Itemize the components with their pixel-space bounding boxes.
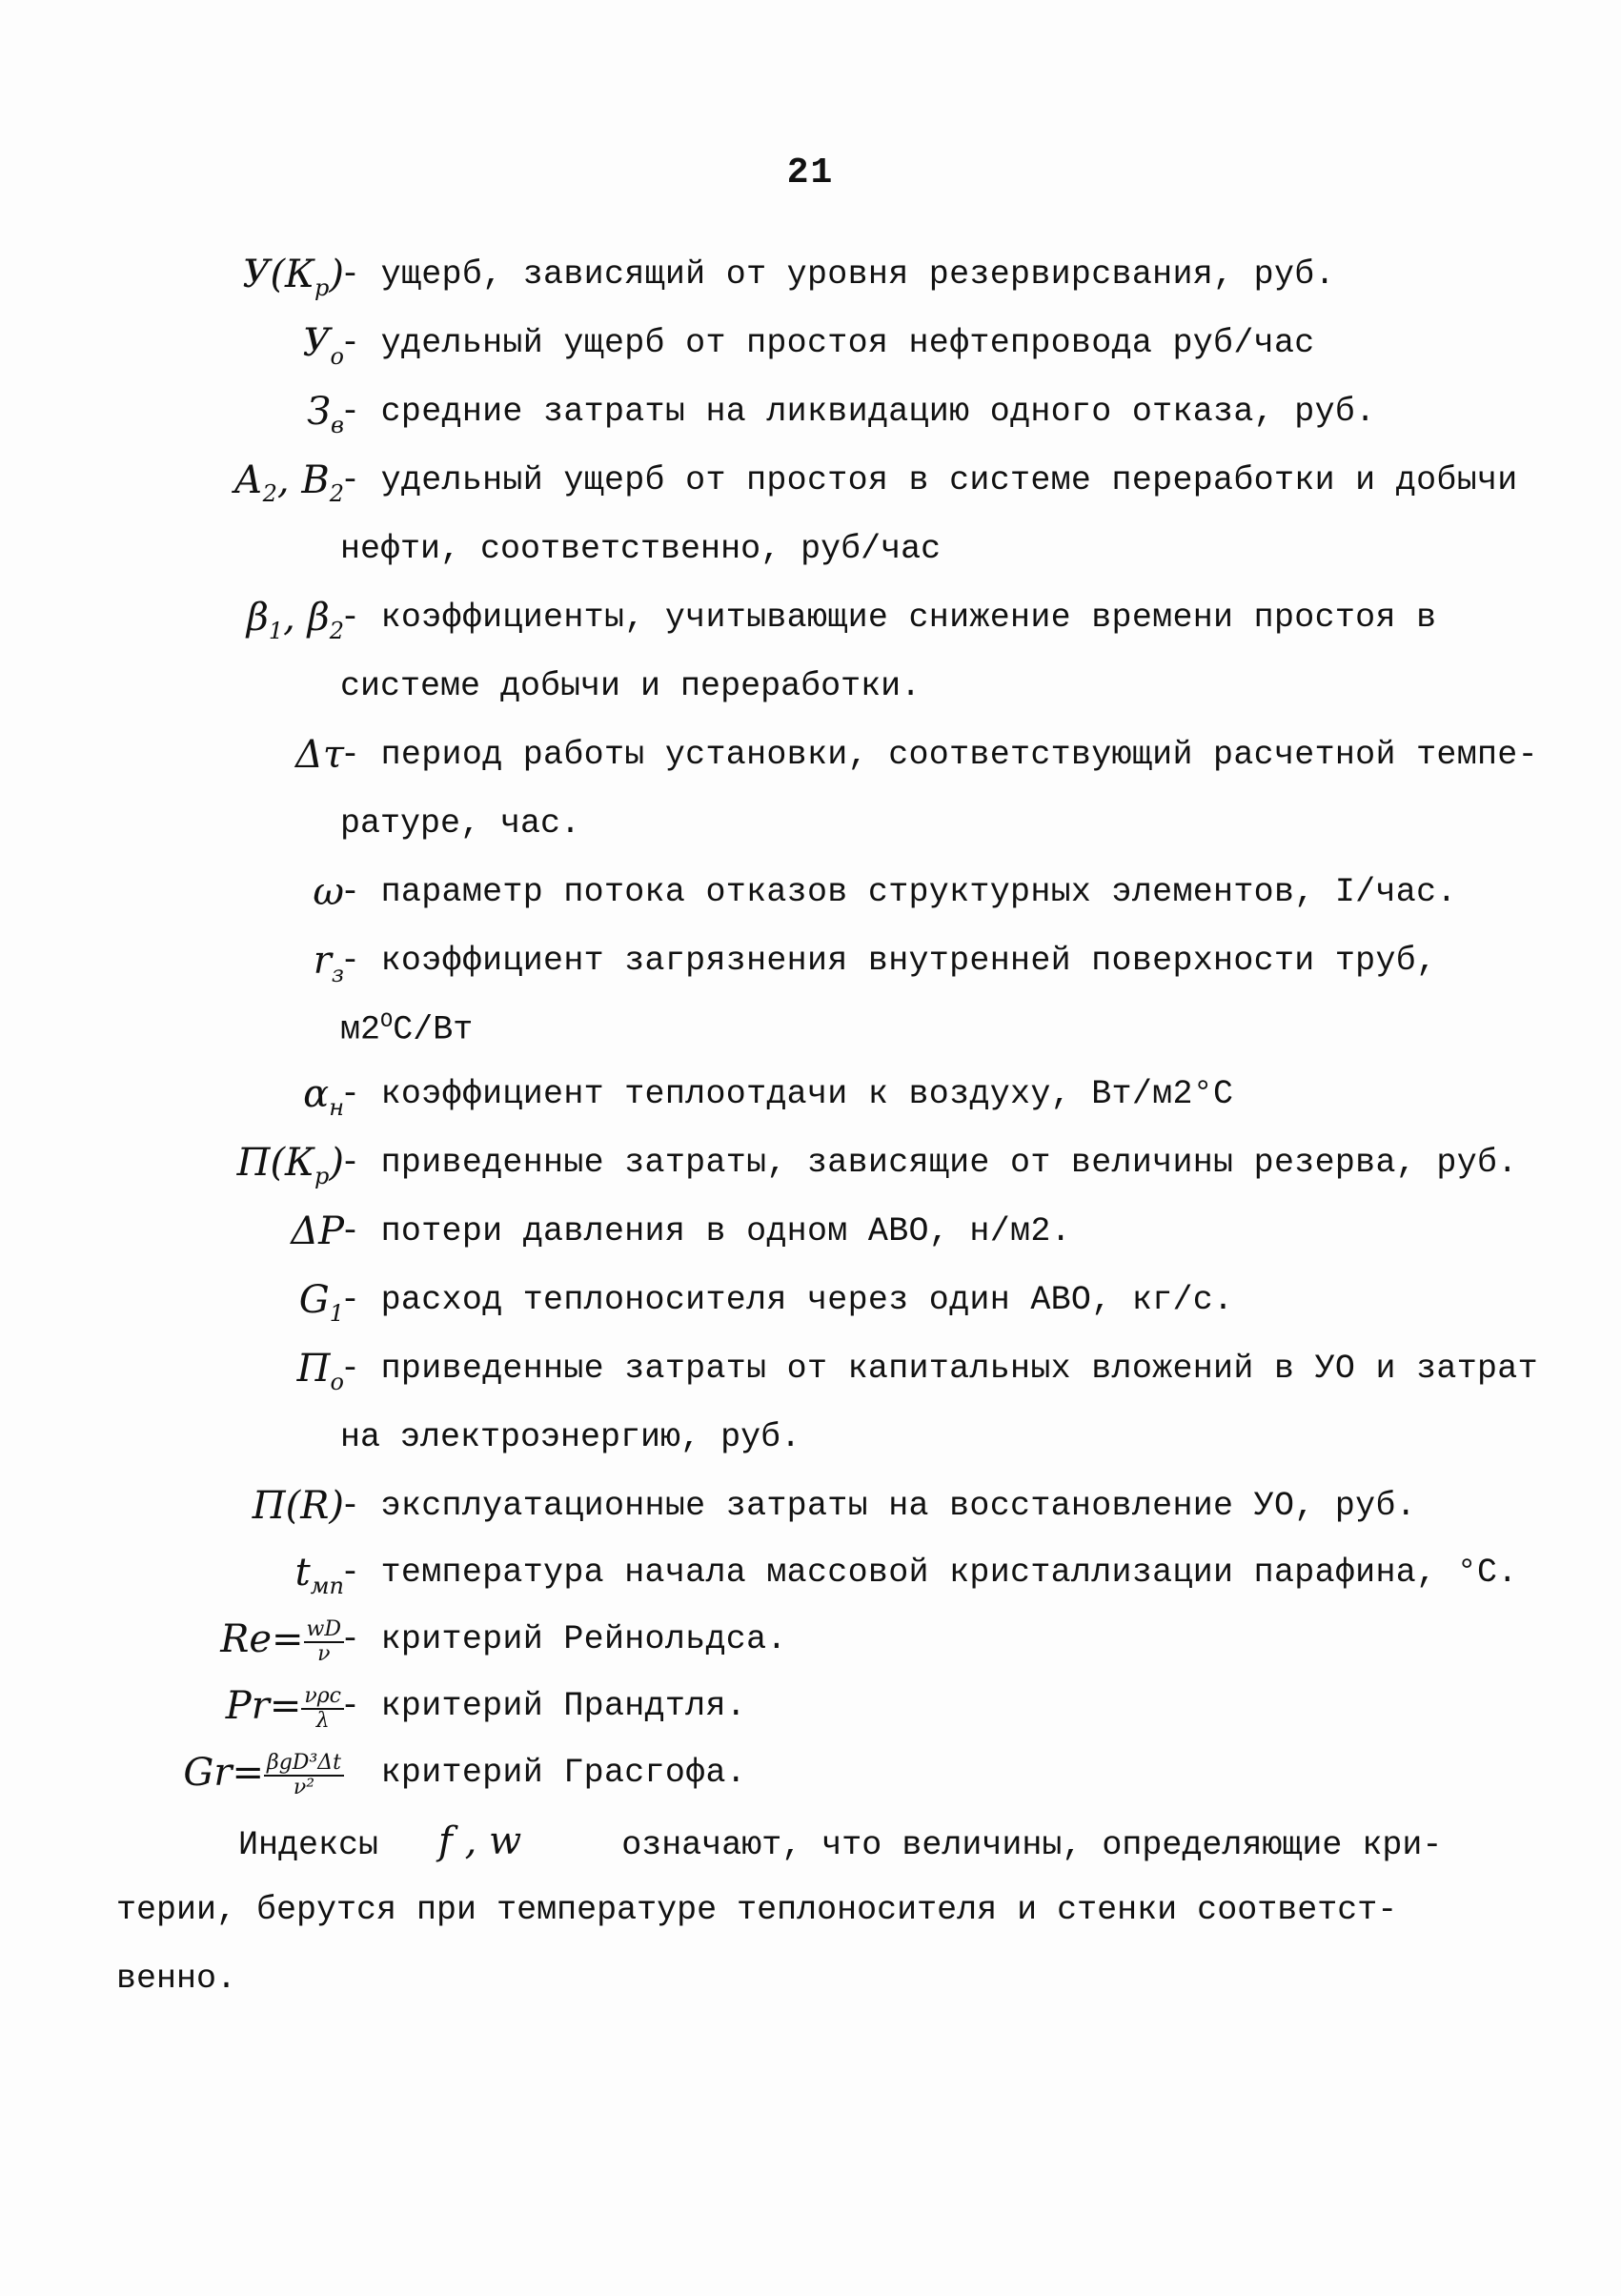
definition-row (0, 726, 1621, 783)
definition-text: - коэффициент теплоотдачи к воздуху, Вт/м2°С (340, 1075, 1234, 1113)
definition-text: - удельный ущерб от простоя нефтепровода руб/час (340, 324, 1315, 362)
symbol: $G_1$ (298, 1278, 344, 1327)
definition-row (0, 1066, 1621, 1123)
symbol: ω (313, 870, 344, 914)
symbol: ΔР (291, 1209, 344, 1253)
definition-text: - параметр потока отказов структурных элементов, I/час. (340, 873, 1457, 911)
symbol: Gr= $\frac{\text{βgD³Δt}}{\text{ν²}}$ (183, 1744, 344, 1801)
page-number: 21 (786, 152, 835, 193)
definition-text: - приведенные затраты от капитальных вложений в УО и затрат (340, 1350, 1538, 1388)
symbol: Pr= $\frac{\text{νρc}}{\lambda}$ (226, 1677, 344, 1735)
symbol: $У_о$ (302, 321, 344, 370)
definition-text: - эксплуатационные затраты на восстановление УО, руб. (340, 1487, 1417, 1525)
paragraph-line: венно. (116, 1960, 237, 1998)
definition-row (0, 1134, 1621, 1191)
definition-row (0, 589, 1621, 646)
definition-row (0, 1744, 1621, 1801)
definition-row (0, 315, 1621, 372)
definition-continuation: нефти, соответственно, руб/час (340, 530, 942, 568)
definition-text: - средние затраты на ликвидацию одного отказа, руб. (340, 393, 1376, 431)
definition-continuation: ратуре, час. (340, 804, 581, 843)
definition-row (0, 1611, 1621, 1668)
symbol: $А_2$, $В_2$ (233, 458, 344, 507)
definition-text: - приведенные затраты, зависящие от величины резерва, руб. (340, 1144, 1518, 1182)
definition-row (0, 1677, 1621, 1735)
definition-row (0, 452, 1621, 509)
definition-text: - удельный ущерб от простоя в системе переработки и добычи (340, 461, 1518, 499)
indices-line (238, 1813, 1442, 1874)
definition-row (0, 864, 1621, 921)
definition-continuation: системе добычи и переработки. (340, 667, 922, 705)
symbol: П(R) (252, 1484, 344, 1528)
definition-text: критерий Грасгофа. (380, 1754, 747, 1792)
symbol: $\alpha_н$ (303, 1072, 344, 1121)
definition-text: - ущерб, зависящий от уровня резервирсвания, руб. (340, 255, 1335, 294)
definition-row (0, 1271, 1621, 1329)
symbol: Re= $\frac{wD}{\nu}$ (220, 1611, 344, 1668)
symbol: $П(К_р)$ (236, 1141, 344, 1189)
symbol: $\beta_1$, $\beta_2$ (246, 596, 344, 644)
definition-text: - расход теплоносителя через один АВО, кг/с. (340, 1281, 1234, 1319)
paragraph-line: терии, берутся при температуре теплоносителя и стенки соответст- (116, 1891, 1398, 1929)
definition-text: - коэффициент загрязнения внутренней поверхности труб, (340, 942, 1437, 980)
definition-continuation: $м2^ОС/Вт$ (340, 1009, 474, 1049)
definition-row (0, 1477, 1621, 1534)
symbol: $r_з$ (313, 939, 344, 987)
definition-text: - критерий Прандтля. (340, 1687, 747, 1725)
definition-row (0, 383, 1621, 440)
definition-text: - период работы установки, соответствующий расчетной темпе- (340, 736, 1538, 774)
indices-label: Индексы (238, 1826, 379, 1864)
definition-text: - потери давления в одном АВО, н/м2. (340, 1212, 1071, 1250)
definition-text: - критерий Рейнольдса. (340, 1620, 787, 1658)
definition-row (0, 1340, 1621, 1397)
symbol: $У(К_р)$ (242, 253, 344, 301)
definition-row (0, 932, 1621, 989)
indices-symbols: f , w (438, 1819, 522, 1863)
symbol: $t_{мп}$ (294, 1551, 344, 1599)
definition-text: - температура начала массовой кристаллизации парафина, °С. (340, 1554, 1518, 1592)
indices-text: означают, что величины, определяющие кри- (621, 1826, 1443, 1864)
definition-continuation: на электроэнергию, руб. (340, 1418, 801, 1456)
definition-row (0, 1544, 1621, 1601)
definition-row (0, 246, 1621, 303)
definition-row (0, 1203, 1621, 1260)
symbol: Δτ (294, 733, 344, 777)
symbol: $П_о$ (296, 1347, 344, 1395)
definition-text: - коэффициенты, учитывающие снижение времени простоя в (340, 599, 1437, 637)
symbol: $З_в$ (307, 390, 344, 438)
